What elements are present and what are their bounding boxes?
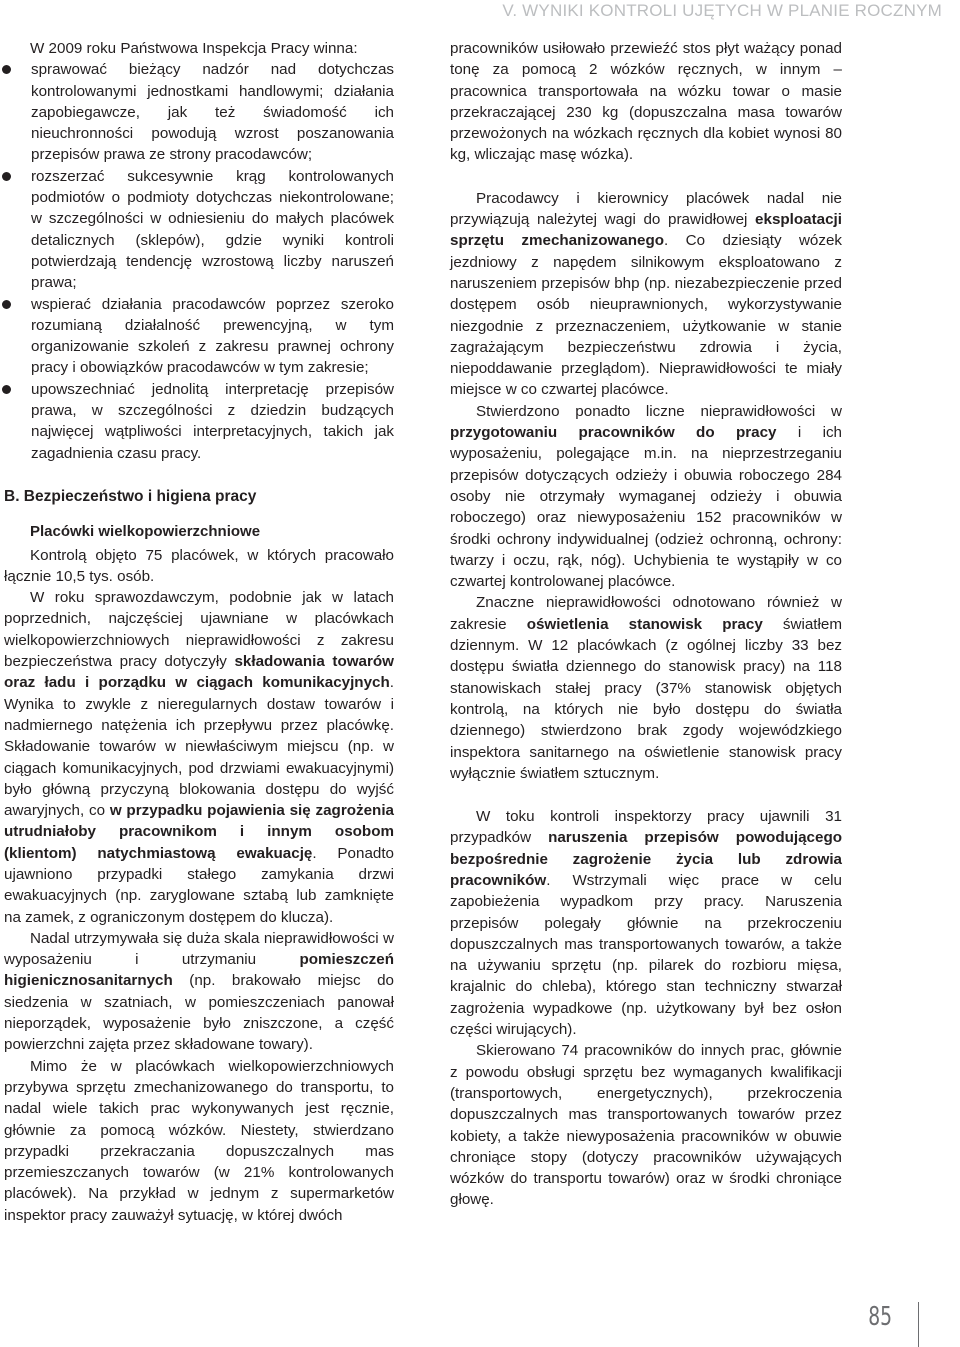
section-heading: B. Bezpieczeństwo i higiena pracy <box>4 487 257 505</box>
paragraph: Mimo że w placówkach wielkopowierzchniowych przybywa sprzętu zmechanizowanego do transportu, to nadal wiele takich prac wykonywanych jest ręcznie, głównie za pomocą wózków. Niestety, stwierdzano przypadki przekraczania dopuszczalnych mas przemieszczanych towarów (w 21% kontrolowanych placówek). Na przykład w jednym z supermarketów inspektor pracy zauważył sytuację, w której dwóch <box>4 1057 394 1224</box>
paragraph <box>4 928 394 1056</box>
bold-text: składowania towarów oraz ładu i porządku w ciągach komunikacyjnych <box>4 653 394 692</box>
bold-text: eksploatacji sprzętu zmechanizowanego <box>450 211 842 250</box>
bold-text: oświetlenia stanowisk pracy <box>526 615 763 633</box>
page-number-rule <box>918 1302 919 1347</box>
running-header: V. WYNIKI KONTROLI UJĘTYCH W PLANIE ROCZNYM <box>502 1 942 20</box>
text-run: światłem dziennym. W 12 placówkach (z ogólnej liczby 33 bez dostępu światła dziennego do stanowisk pracy) na 118 stanowiskach stałej pracy (37% stanowisk objętych kontrolą, na których nie było dostępu do światła dziennego) stwierdzono brak zgody wojewódzkiego inspektora sanitarnego na oświetlenie stanowisk pracy wyłącznie światłem sztucznym. <box>450 615 842 782</box>
text-run: Znaczne nieprawidłowości odnotowano również w zakresie <box>450 594 842 633</box>
text-run: W roku sprawozdawczym, podobnie jak w latach poprzednich, najczęściej ujawniane w placówkach wielkopowierzchniowych nieprawidłowości z zakresu bezpieczeństwa pracy dotyczyły <box>4 589 394 671</box>
text-run: Pracodawcy i kierownicy placówek nadal nie przywiązują należytej wagi do prawidłowej <box>450 189 842 229</box>
bold-text: w przypadku pojawienia się zagrożenia utrudniałoby pracownikom i innym osobom (klientom) natychmiastową ewakuację <box>4 802 394 862</box>
paragraph <box>450 188 842 401</box>
paragraph <box>450 401 842 593</box>
text-run: i ich wyposażeniu, polegające m.in. na nieprzestrzeganiu przepisów dotyczących odzieży i obuwia roboczego 284 osoby nie otrzymały wymaganej odzieży i obuwia roboczego) oraz niewyposażeniu 152 pracowników w środki ochrony indywidualnej (odzież ochronną, ochrony: twarzy i oczu, rąk, nóg). Uchybienia te wystąpiły w co czwartej kontrolowanej placówce. <box>450 424 842 591</box>
paragraph: pracowników usiłowało przewieźć stos płyt ważący ponad tonę za pomocą 2 wózków ręcznych, w innym – pracownica transportowała na wózku towar o masie przekraczającej 230 kg (dopuszczalna masa towarów przewożonych na wózkach ręcznych dla kobiet wynosi 80 kg, wliczając masę wózka). <box>450 40 842 164</box>
text-run: . Wynika to zwykle z nieregularnych dostaw towarów i nadmiernego natężenia ich przepływu przez placówkę. Składowanie towarów w niewłaściwym miejscu (np. w ciągach komunikacyjnych, pod drzwiami ewakuacyjnymi) było główną przyczyną blokowania dostępu do wyjść awaryjnych, co <box>4 674 394 820</box>
text-run: . Co dziesiąty wózek jezdniowy z napędem silnikowym eksploatowano z naruszeniem przepisów bhp (np. niezabezpieczenie przed dostępem osób nieuprawnionych, wykorzystywanie niezgodnie z przeznaczeniem, użytkowanie w stanie zagrażającym bezpieczeństwu zdrowia i życia, niepoddawanie przeglądom). Nieprawidłowości te miały miejsce w co czwartej placówce. <box>450 232 842 399</box>
left-column <box>4 38 394 1226</box>
list-item: sprawować bieżący nadzór nad dotychczas kontrolowanymi jednostkami handlowymi; działania zapobiegawcze, jak też świadomość ich nieuchronności powodują wzrost poszanowania przepisów prawa ze strony pracodawców; <box>4 59 394 165</box>
duties-list <box>4 59 394 464</box>
paragraph: Skierowano 74 pracowników do innych prac, głównie z powodu obsługi sprzętu bez wymaganych kwalifikacji (transportowych, energetycznych), przekroczenia dopuszczalnych mas transportowanych towarów przez kobiety, a także niewyposażenia pracowników w obuwie chroniące stopy (dotyczy pracowników używających wózków do transportu towarów) oraz w środki chroniące głowę. <box>450 1042 842 1209</box>
bold-text: naruszenia przepisów powodującego bezpośrednie zagrożenie życia lub zdrowia pracowników <box>450 829 843 889</box>
bold-text: przygotowaniu pracowników do pracy <box>450 424 777 442</box>
text-run: . Ponadto ujawniono przypadki stałego zamykania drzwi ewakuacyjnych (np. zaryglowane sztabą lub zamknięte na zamek, z ograniczonym dostępem do klucza). <box>4 844 395 926</box>
text-run: . Wstrzymali więc prace w celu zapobieżenia wypadkom przy pracy. Naruszenia przepisów polegały głównie na przekroczeniu dopuszczalnych mas transportowanych towarów, a także na używaniu sprzętu (np. pilarek do rozbioru mięsa, krajalnic do chleba), którego stan techniczny stwarzał zagrożenia wypadkowe (np. użytkowany był bez osłon części wirujących). <box>450 871 842 1039</box>
page-number: 85 <box>868 1302 892 1332</box>
spacer <box>450 166 842 188</box>
list-item: upowszechniać jednolitą interpretację przepisów prawa, w szczególności z dziedzin budzących najwięcej wątpliwości interpretacyjnych, takich jak zagadnienia czasu pracy. <box>4 379 394 464</box>
bold-text: pomieszczeń higienicznosanitarnych <box>4 951 394 990</box>
paragraph: Kontrolą objęto 75 placówek, w których pracowało łącznie 10,5 tys. osób. <box>4 546 394 585</box>
paragraph <box>450 806 842 1040</box>
right-column <box>450 38 842 1211</box>
text-run: (np. brakowało miejsc do siedzenia w szatniach, w pomieszczeniach panował nieporządek, wyposażenie było zniszczone, a część powierzchni zajęta przez składowane towary). <box>4 972 394 1054</box>
paragraph <box>450 592 842 784</box>
text-run: Nadal utrzymywała się duża skala nieprawidłowości w wyposażeniu i utrzymaniu <box>4 929 394 969</box>
list-item: wspierać działania pracodawców poprzez szeroko rozumianą działalność prewencyjną, w tym organizowanie szkoleń z zakresu prawnej ochrony pracy i obowiązków pracodawców w tym zakresie; <box>4 294 394 379</box>
text-run: W toku kontroli inspektorzy pracy ujawnili 31 przypadków <box>450 808 842 847</box>
intro-paragraph: W 2009 roku Państwowa Inspekcja Pracy winna: <box>30 40 358 57</box>
paragraph <box>4 587 394 928</box>
subsection-heading: Placówki wielkopowierzchniowe <box>30 523 261 541</box>
text-run: Stwierdzono ponadto liczne nieprawidłowości w <box>476 402 842 420</box>
spacer <box>450 784 842 806</box>
list-item: rozszerzać sukcesywnie krąg kontrolowanych podmiotów o podmioty dotychczas niekontrolowane; w szczególności w odniesieniu do małych placówek detalicznych (sklepów), gdzie wyniki kontroli potwierdzają tendencję wzrostową liczby naruszeń prawa; <box>4 166 394 294</box>
